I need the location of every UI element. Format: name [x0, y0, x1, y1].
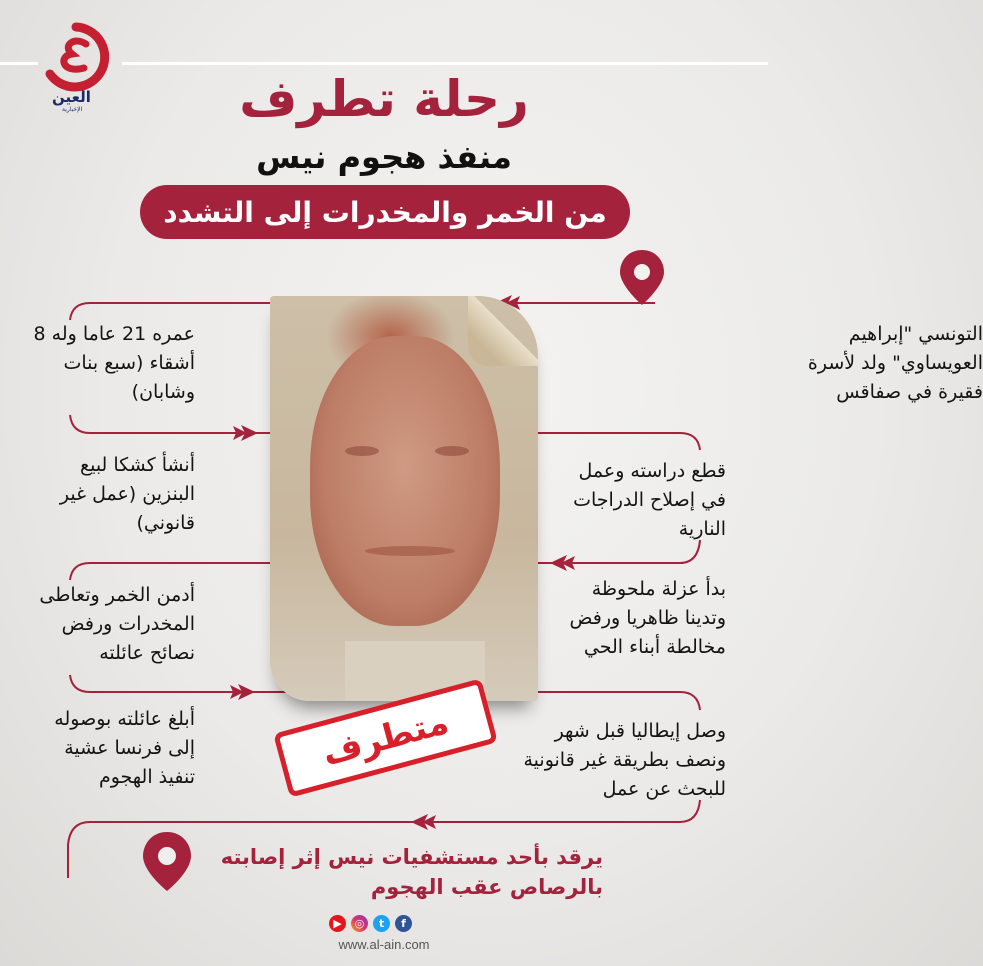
timeline-item-left: أنشأ كشكا لبيع البنزين (عمل غير قانوني)	[59, 454, 195, 534]
page-title: رحلة تطرف	[239, 70, 529, 128]
facebook-icon[interactable]: f	[395, 915, 412, 932]
timeline-item-right: التونسي "إبراهيم العويساوي" ولد لأسرة فقيرة في صفاقس	[807, 323, 983, 403]
photo-detail	[435, 446, 469, 456]
twitter-icon[interactable]: t	[373, 915, 390, 932]
timeline-item-left: أبلغ عائلته بوصوله إلى فرنسا عشية تنفيذ الهجوم	[54, 708, 195, 788]
suspect-photo	[270, 296, 538, 701]
photo-detail	[365, 546, 455, 556]
website-link[interactable]: www.al-ain.com	[338, 937, 430, 952]
instagram-icon[interactable]: ◎	[351, 915, 368, 932]
brand-subname: الإخبارية	[62, 106, 83, 113]
stamp-label: متطرف	[318, 702, 453, 774]
tagline-text: من الخمر والمخدرات إلى التشدد	[163, 195, 607, 229]
page-subtitle: منفذ هجوم نيس	[256, 138, 512, 176]
timeline-item-right: بدأ عزلة ملحوظة وتدينا ظاهريا ورفض مخالطة أبناء الحي	[569, 578, 726, 658]
timeline-item-right: وصل إيطاليا قبل شهر ونصف بطريقة غير قانونية للبحث عن عمل	[523, 720, 726, 800]
social-links	[329, 915, 412, 932]
brand-name: العين	[52, 88, 91, 106]
youtube-icon[interactable]: ▶	[329, 915, 346, 932]
final-status: يرقد بأحد مستشفيات نيس إثر إصابته بالرصاص عقب الهجوم	[220, 845, 603, 899]
photo-face	[310, 336, 500, 626]
timeline-item-left: عمره 21 عاما وله 8 أشقاء (سبع بنات وشابان)	[33, 323, 195, 403]
location-pin-icon	[620, 250, 664, 305]
photo-detail	[345, 446, 379, 456]
timeline-item-left: أدمن الخمر وتعاطى المخدرات ورفض نصائح عائلته	[39, 584, 195, 664]
timeline-item-right: قطع دراسته وعمل في إصلاح الدراجات النارية	[573, 460, 726, 540]
location-pin-icon	[143, 832, 191, 891]
